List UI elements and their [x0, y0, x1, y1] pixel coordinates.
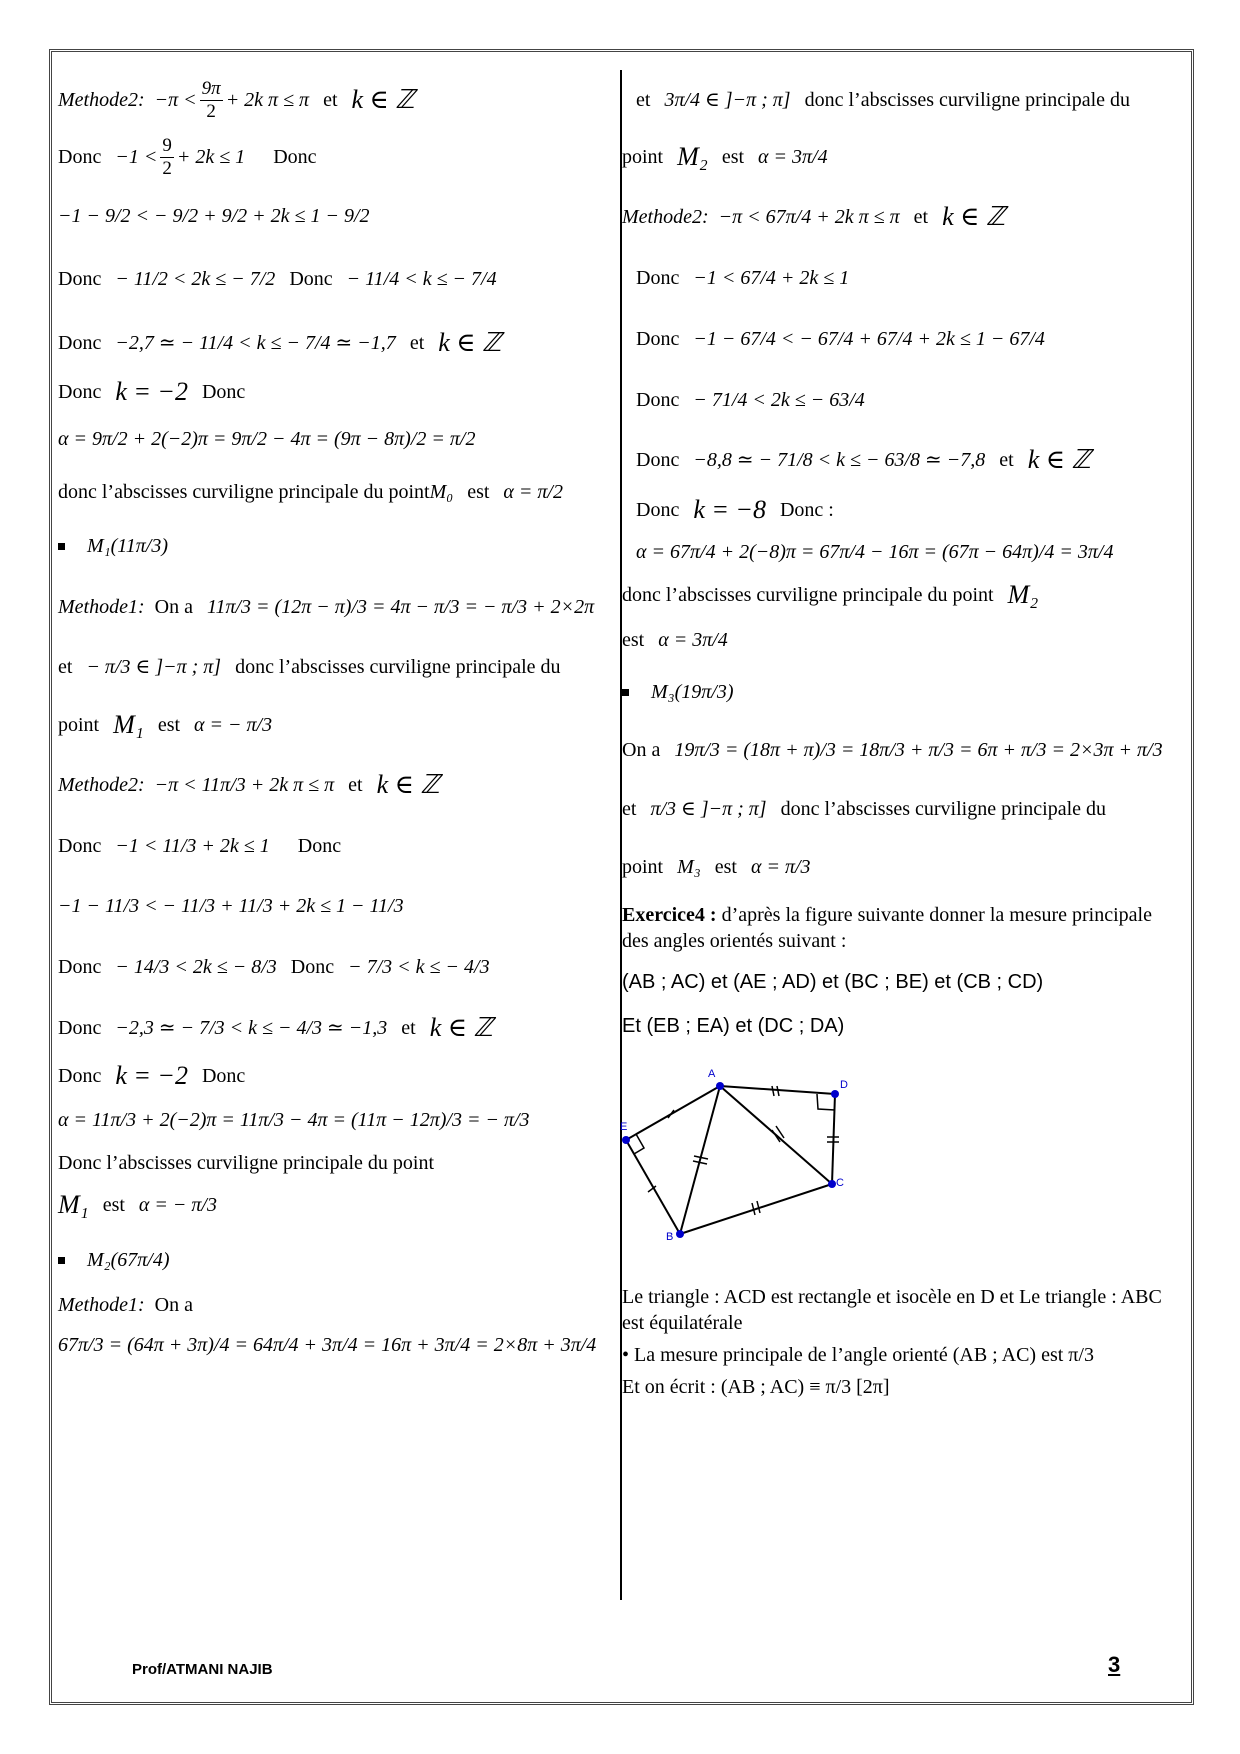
bullet-icon [622, 689, 629, 696]
right-line-10: donc l’abscisses curviligne principale du point M₂ [622, 580, 1039, 609]
right-line-13: et π/3 ∈ ]−π ; π] donc l’abscisses curviligne principale du [622, 798, 1107, 820]
left-line-14: −1 − 11/3 < − 11/3 + 11/3 + 2k ≤ 1 − 11/3 [58, 895, 404, 917]
left-line-21: 67π/3 = (64π + 3π)/4 = 64π/4 + 3π/4 = 16π + 3π/4 = 2×8π + 3π/4 [58, 1334, 597, 1356]
left-line-13: Donc −1 < 11/3 + 2k ≤ 1 Donc [58, 835, 342, 857]
left-bullet-m2: M₂(67π/4) [58, 1230, 613, 1290]
quadrilateral-figure [622, 1064, 922, 1264]
left-line-3: −1 − 9/2 < − 9/2 + 9/2 + 2k ≤ 1 − 9/2 [58, 205, 370, 227]
right-line-4: Donc −1 < 67/4 + 2k ≤ 1 [636, 267, 850, 289]
right-line-8: Donc k = −8 Donc : [636, 495, 834, 524]
right-column [622, 72, 1177, 1406]
left-line-9: Methode1: On a 11π/3 = (12π − π)/3 = 4π − π/3 = − π/3 + 2×2π [58, 596, 595, 618]
left-line-21a: Methode1: On a [58, 1294, 193, 1316]
page-number: 3 [1108, 1652, 1121, 1677]
label-B: B [666, 1231, 674, 1243]
left-line-6: Donc k = −2 Donc [58, 377, 246, 406]
bullet-principal-measure: • La mesure principale de l’angle orienté (AB ; AC) est π/3 [622, 1344, 1094, 1366]
label-A: A [708, 1068, 716, 1080]
right-bullet-m3: M₃(19π/3) [622, 664, 1177, 720]
geometry-figure [622, 1064, 1177, 1264]
left-line-12: Methode2: −π < 11π/3 + 2k π ≤ π et k ∈ ℤ [58, 770, 440, 799]
bullet-icon [58, 1257, 65, 1264]
left-column [58, 72, 613, 1370]
left-line-15: Donc − 14/3 < 2k ≤ − 8/3 Donc − 7/3 < k ≤ − 4/3 [58, 956, 490, 978]
left-line-1: Methode2: −π < $\frac{9\pi}{2}$ + 2k π ≤ π et k ∈ ℤ [58, 77, 415, 122]
right-line-12: On a 19π/3 = (18π + π)/3 = 18π/3 + π/3 = 6π + π/3 = 2×3π + π/3 [622, 739, 1163, 761]
left-line-16: Donc −2,3 ≃ − 7/3 < k ≤ − 4/3 ≃ −1,3 et k ∈ ℤ [58, 1013, 493, 1042]
point-E [622, 1136, 630, 1144]
right-line-6: Donc − 71/4 < 2k ≤ − 63/4 [636, 389, 865, 411]
left-line-17: Donc k = −2 Donc [58, 1061, 246, 1090]
bullet-icon [58, 543, 65, 550]
point-A [716, 1082, 724, 1090]
exercise-angles-1: (AB ; AC) et (AE ; AD) et (BC ; BE) et (CB ; CD) [622, 971, 1044, 993]
right-line-2: point M₂ est α = 3π/4 [622, 142, 828, 171]
right-line-11: est α = 3π/4 [622, 629, 728, 651]
segment-AE [626, 1086, 720, 1140]
exercise-angles-2: Et (EB ; EA) et (DC ; DA) [622, 1015, 845, 1037]
left-bullet-m1: M₁(11π/3) [58, 516, 613, 576]
right-line-14: point M₃ est α = π/3 [622, 856, 811, 878]
left-line-2: Donc −1 < $\frac{9}{2}$ + 2k ≤ 1 Donc [58, 134, 317, 179]
label-C: C [836, 1177, 844, 1189]
left-line-8: donc l’abscisses curviligne principale du point M₀ est α = π/2 [58, 481, 563, 503]
right-line-5: Donc −1 − 67/4 < − 67/4 + 67/4 + 2k ≤ 1 − 67/4 [636, 328, 1045, 350]
right-line-1: et 3π/4 ∈ ]−π ; π] donc l’abscisses curviligne principale du [636, 89, 1131, 111]
left-line-4: Donc − 11/2 < 2k ≤ − 7/2 Donc − 11/4 < k ≤ − 7/4 [58, 268, 497, 290]
fraction: $\frac{9\pi}{2}$ [201, 77, 221, 122]
segment-BA [680, 1086, 720, 1234]
label-E: E [620, 1121, 628, 1133]
left-line-10: et − π/3 ∈ ]−π ; π] donc l’abscisses curviligne principale du [58, 656, 561, 678]
exercise-4-statement: Exercice4 : d’après la figure suivante donner la mesure principale des angles orientés suivant : [622, 904, 1152, 952]
right-line-3: Methode2: −π < 67π/4 + 2k π ≤ π et k ∈ ℤ [622, 202, 1006, 231]
left-line-7: α = 9π/2 + 2(−2)π = 9π/2 − 4π = (9π − 8π)/2 = π/2 [58, 428, 476, 450]
left-line-19: Donc l’abscisses curviligne principale du point [58, 1152, 435, 1174]
right-line-9: α = 67π/4 + 2(−8)π = 67π/4 − 16π = (67π − 64π)/4 = 3π/4 [636, 541, 1114, 563]
right-line-7: Donc −8,8 ≃ − 71/8 < k ≤ − 63/8 ≃ −7,8 et k ∈ ℤ [636, 445, 1091, 474]
left-line-5: Donc −2,7 ≃ − 11/4 < k ≤ − 7/4 ≃ −1,7 et k ∈ ℤ [58, 328, 502, 357]
triangle-properties: Le triangle : ACD est rectangle et isocèle en D et Le triangle : ABC est équilatérale [622, 1286, 1162, 1334]
label-D: D [840, 1079, 848, 1091]
congruence-statement: Et on écrit : (AB ; AC) ≡ π/3 [2π] [622, 1376, 890, 1398]
point-D [831, 1090, 839, 1098]
left-line-11: point M₁ est α = − π/3 [58, 710, 273, 739]
left-line-18: α = 11π/3 + 2(−2)π = 11π/3 − 4π = (11π − 12π)/3 = − π/3 [58, 1109, 530, 1131]
left-line-20: M₁ est α = − π/3 [58, 1190, 217, 1219]
segment-CB [680, 1184, 832, 1234]
segment-DC [832, 1094, 835, 1184]
point-C [828, 1180, 836, 1188]
footer-author: Prof/ATMANI NAJIB [132, 1661, 273, 1678]
right-angle-E [634, 1134, 644, 1154]
point-B [676, 1230, 684, 1238]
